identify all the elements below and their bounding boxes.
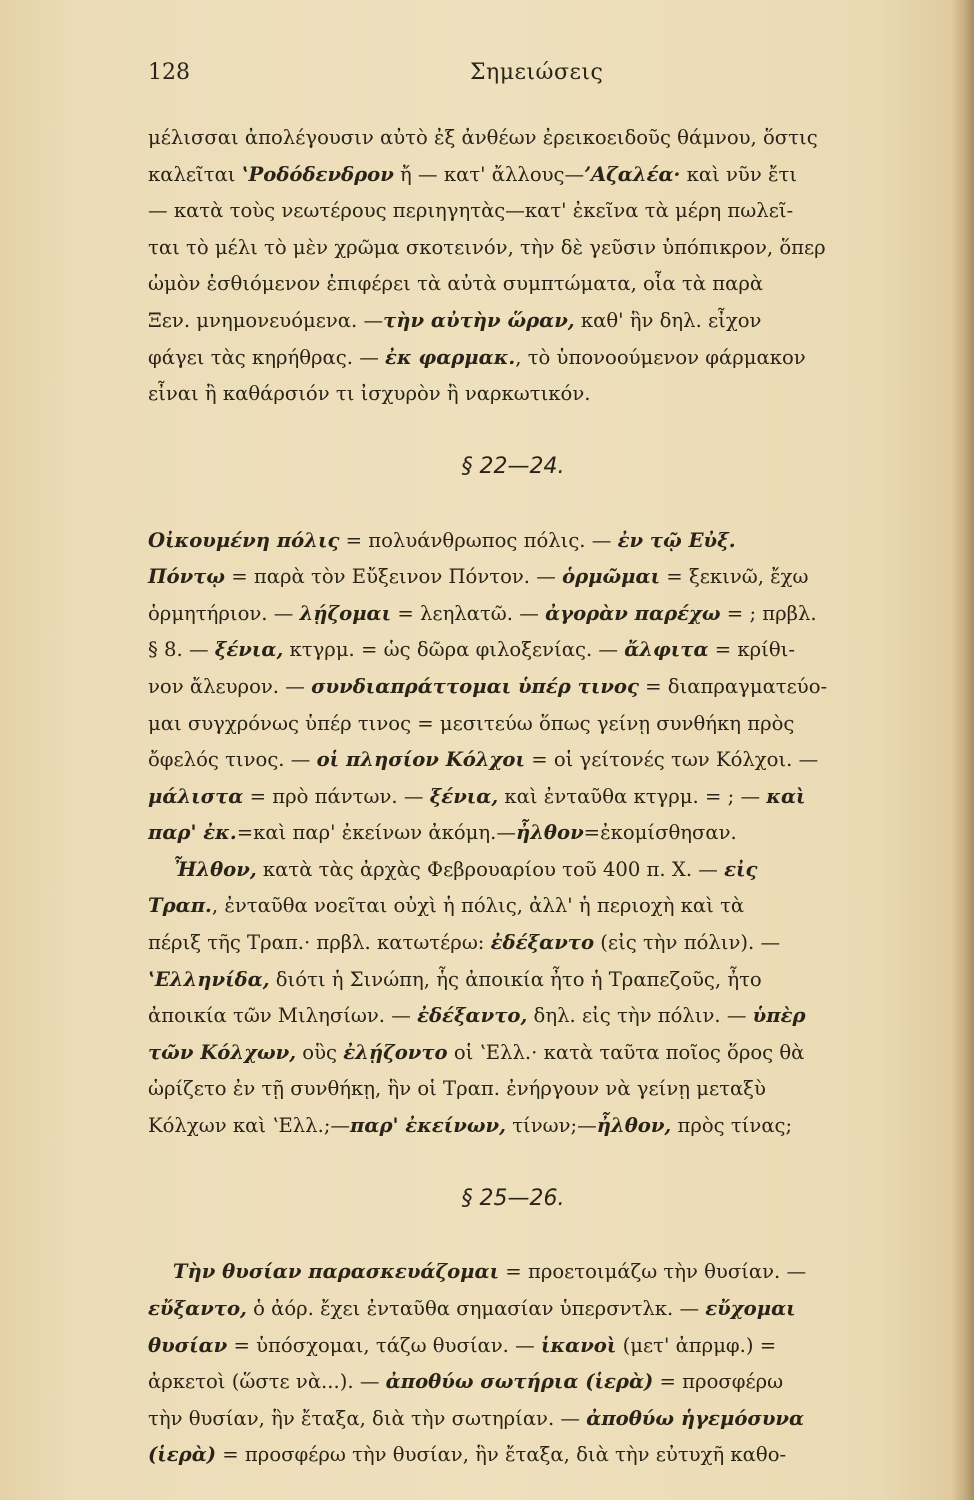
text-run: = προσφέρω τὴν θυσίαν, ἣν ἔταξα, διὰ τὴν εὐτυχῆ καθο-	[216, 1443, 787, 1467]
lemma-term: εὔξαντο,	[148, 1297, 247, 1320]
text-run: ὁ ἀόρ. ἔχει ἐνταῦθα σημασίαν ὑπερσντλκ. —	[246, 1297, 706, 1320]
lemma-term: συνδιαπράττομαι ὑπέρ τινος	[311, 674, 639, 698]
lemma-term: παρ' ἐκείνων,	[350, 1114, 506, 1138]
text-run: διότι ἡ Σινώπη, ἧς ἀποικία ἦτο ἡ Τραπεζοῦς, ἦτο	[269, 967, 762, 991]
text-run: = κρίθι-	[708, 638, 795, 662]
text-run: = προσφέρω	[653, 1370, 784, 1394]
text-run: καθ' ἣν δηλ. εἶχον	[574, 308, 762, 332]
text-line	[148, 266, 938, 303]
lemma-term: ἐκ φαρμακ.	[385, 345, 516, 369]
lemma-term: λῄζομαι	[299, 601, 392, 625]
text-run: = ξεκινῶ, ἔχω	[660, 565, 809, 589]
text-run: καὶ νῦν ἔτι	[680, 162, 798, 186]
text-run: (εἰς τὴν πόλιν). —	[594, 931, 781, 955]
text-run: ἀποικία τῶν Μιλησίων. —	[148, 1004, 418, 1028]
text-line	[148, 925, 938, 962]
text-run: οὓς	[296, 1040, 344, 1064]
lemma-term: ἐδέξαντο	[490, 931, 595, 955]
text-run: = πρὸ πάντων. —	[243, 784, 430, 808]
lemma-term: τὴν αὐτὴν ὥραν,	[383, 308, 575, 332]
text-line	[148, 120, 938, 157]
text-run: νον ἄλευρον. —	[148, 674, 312, 698]
text-run: = διαπραγματεύο-	[638, 674, 828, 698]
lemma-term: ἦλθον,	[596, 1114, 672, 1138]
blank-line	[148, 1218, 938, 1255]
lemma-term: ἄλφιτα	[624, 638, 709, 662]
text-run: , ἐνταῦθα νοεῖται οὐχὶ ἡ πόλις, ἀλλ' ἡ περιοχὴ καὶ τὰ	[211, 894, 745, 918]
page-number: 128	[148, 60, 190, 85]
text-run: = ὑπόσχομαι, τάζω θυσίαν. —	[227, 1333, 541, 1357]
text-run: § 8. —	[148, 638, 215, 662]
lemma-term: ἦλθον	[515, 821, 584, 845]
text-line	[148, 1364, 938, 1401]
text-line	[148, 815, 938, 852]
lemma-term: ἐλῄζοντο	[343, 1040, 448, 1064]
running-title: Σημειώσεις	[470, 60, 604, 85]
text-run: φάγει τὰς κηρήθρας. —	[148, 345, 386, 369]
text-line	[148, 1108, 938, 1145]
lemma-term: εὔχομαι	[705, 1297, 796, 1320]
text-run: πέριξ τῆς Τραπ.· πρβλ. κατωτέρω:	[148, 931, 491, 955]
text-run: Κόλχων καὶ ʽΕλλ.;—	[148, 1114, 351, 1138]
lemma-term: Τραπ.	[148, 894, 212, 918]
text-line	[148, 852, 938, 889]
text-run: δηλ. εἰς τὴν πόλιν. —	[527, 1004, 753, 1028]
lemma-term: Πόντῳ	[148, 565, 226, 589]
lemma-term: τῶν Κόλχων,	[148, 1040, 297, 1064]
text-run: καλεῖται	[148, 162, 242, 186]
text-line	[148, 706, 938, 743]
text-run: ται τὸ μέλι τὸ μὲν χρῶμα σκοτεινόν, τὴν δὲ γεῦσιν ὑπόπικρον, ὅπερ	[148, 235, 826, 259]
lemma-term: ἐν τῷ Εὐξ.	[617, 528, 736, 552]
text-run: = προετοιμάζω τὴν θυσίαν. —	[499, 1260, 807, 1284]
text-line	[148, 376, 938, 413]
text-run: ὡρίζετο ἐν τῇ συνθήκῃ, ἣν οἱ Τραπ. ἐνήργουν νὰ γείνῃ μεταξὺ	[148, 1077, 766, 1101]
lemma-term: ἱκανοὶ	[540, 1333, 617, 1357]
text-run: οἱ ʽΕλλ.· κατὰ ταῦτα ποῖος ὅρος θὰ	[447, 1040, 805, 1064]
lemma-term: παρ' ἐκ.	[148, 821, 237, 845]
text-line	[148, 669, 938, 706]
text-line	[148, 1035, 938, 1072]
text-line	[148, 742, 938, 779]
lemma-term: ʽΡοδόδενδρον	[241, 162, 394, 186]
text-run: τὴν θυσίαν, ἣν ἔταξα, διὰ τὴν σωτηρίαν. —	[148, 1406, 587, 1430]
text-run: = λεηλατῶ. —	[391, 601, 546, 625]
text-line	[148, 596, 938, 633]
text-line	[148, 559, 938, 596]
text-run: εἶναι ἢ καθάρσιόν τι ἰσχυρὸν ἢ ναρκωτικόν.	[148, 382, 591, 406]
lemma-term: Ἦλθον,	[172, 857, 257, 881]
text-line	[148, 1254, 938, 1291]
text-run: τίνων;—	[505, 1114, 597, 1138]
text-run	[148, 1260, 173, 1283]
text-run: μέλισσαι ἀπολέγουσιν αὐτὸ ἐξ ἀνθέων ἐρεικοειδοῦς θάμνου, ὅστις	[148, 126, 818, 149]
text-run: =ἐκομίσθησαν.	[583, 821, 737, 845]
blank-line	[148, 413, 938, 450]
text-line	[148, 303, 938, 340]
text-run: = οἱ γείτονές των Κόλχοι. —	[524, 748, 819, 772]
text-line	[148, 632, 938, 669]
text-run: = ; πρβλ.	[720, 601, 817, 625]
page-spine-shadow	[952, 0, 974, 1500]
text-run: καὶ ἐνταῦθα κτγρμ. = ; —	[498, 784, 767, 808]
text-line	[148, 888, 938, 925]
text-line	[148, 157, 938, 194]
text-run: = πολυάνθρωπος πόλις. —	[339, 528, 618, 552]
lemma-term: ξένια,	[429, 784, 499, 808]
text-run: (μετ' ἀπρμφ.) =	[616, 1333, 777, 1357]
text-line	[148, 193, 938, 230]
text-run: ἀρκετοὶ (ὥστε νὰ...). —	[148, 1370, 386, 1394]
blank-line	[148, 1145, 938, 1182]
text-line	[148, 1328, 938, 1365]
text-run: =καὶ παρ' ἐκείνων ἀκόμη.—	[236, 821, 516, 845]
lemma-term: εἰς	[724, 857, 758, 881]
text-line	[148, 340, 938, 377]
text-line	[148, 779, 938, 816]
lemma-term: οἱ πλησίον Κόλχοι	[316, 748, 525, 772]
lemma-term: ἐδέξαντο,	[417, 1004, 528, 1028]
blank-line	[148, 486, 938, 523]
text-run: πρὸς τίνας;	[671, 1114, 793, 1138]
lemma-term: θυσίαν	[148, 1333, 228, 1357]
text-line	[148, 1071, 938, 1108]
section-heading: § 22—24.	[461, 454, 565, 480]
lemma-term: (ἱερὰ)	[148, 1443, 217, 1467]
lemma-term: Οἰκουμένη πόλις	[148, 528, 340, 552]
page-header	[148, 60, 848, 100]
text-line	[148, 1291, 938, 1328]
text-run: κατὰ τὰς ἀρχὰς Φεβρουαρίου τοῦ 400 π. Χ. —	[256, 857, 725, 881]
lemma-term: ʼΑζαλέα·	[584, 162, 681, 186]
lemma-term: ξένια,	[214, 638, 284, 662]
text-run: Ξεν. μνημονευόμενα. —	[148, 308, 384, 332]
text-line	[148, 230, 938, 267]
lemma-term: ἀποθύω ἡγεμόσυνα	[586, 1406, 805, 1430]
text-run: ὠμὸν ἐσθιόμενον ἐπιφέρει τὰ αὐτὰ συμπτώματα, οἷα τὰ παρὰ	[148, 272, 764, 296]
text-run: ὄφελός τινος. —	[148, 748, 317, 772]
text-run: μαι συγχρόνως ὑπέρ τινος = μεσιτεύω ὅπως γείνῃ συνθήκη πρὸς	[148, 711, 795, 735]
text-line	[148, 998, 938, 1035]
text-run: , τὸ ὑπονοούμενον φάρμακον	[515, 345, 806, 369]
text-run: κτγρμ. = ὡς δῶρα φιλοξενίας. —	[283, 638, 625, 662]
lemma-term: ὑπὲρ	[752, 1004, 806, 1028]
text-line	[148, 962, 938, 999]
section-heading: § 25—26.	[461, 1186, 565, 1212]
text-line	[148, 1401, 938, 1438]
lemma-term: ʽΕλληνίδα,	[148, 967, 270, 991]
text-run: ἤ — κατ' ἄλλους—	[393, 162, 585, 186]
text-run	[148, 858, 173, 881]
lemma-term: ἀποθύω σωτήρια (ἱερὰ)	[385, 1370, 654, 1394]
lemma-term: ὁρμῶμαι	[562, 565, 661, 589]
text-run: = παρὰ τὸν Εὔξεινον Πόντον. —	[225, 565, 563, 589]
notes-body	[148, 120, 938, 1474]
lemma-term: ἀγορὰν παρέχω	[545, 601, 721, 625]
text-run: ὁρμητήριον. —	[148, 601, 300, 625]
text-line	[148, 1437, 938, 1474]
text-run: — κατὰ τοὺς νεωτέρους περιηγητὰς—κατ' ἐκεῖνα τὰ μέρη πωλεῖ-	[148, 199, 794, 223]
lemma-term: μάλιστα	[148, 784, 244, 808]
lemma-term: καὶ	[766, 784, 806, 808]
lemma-term: Τὴν θυσίαν παρασκευάζομαι	[172, 1260, 500, 1284]
text-line	[148, 523, 938, 560]
